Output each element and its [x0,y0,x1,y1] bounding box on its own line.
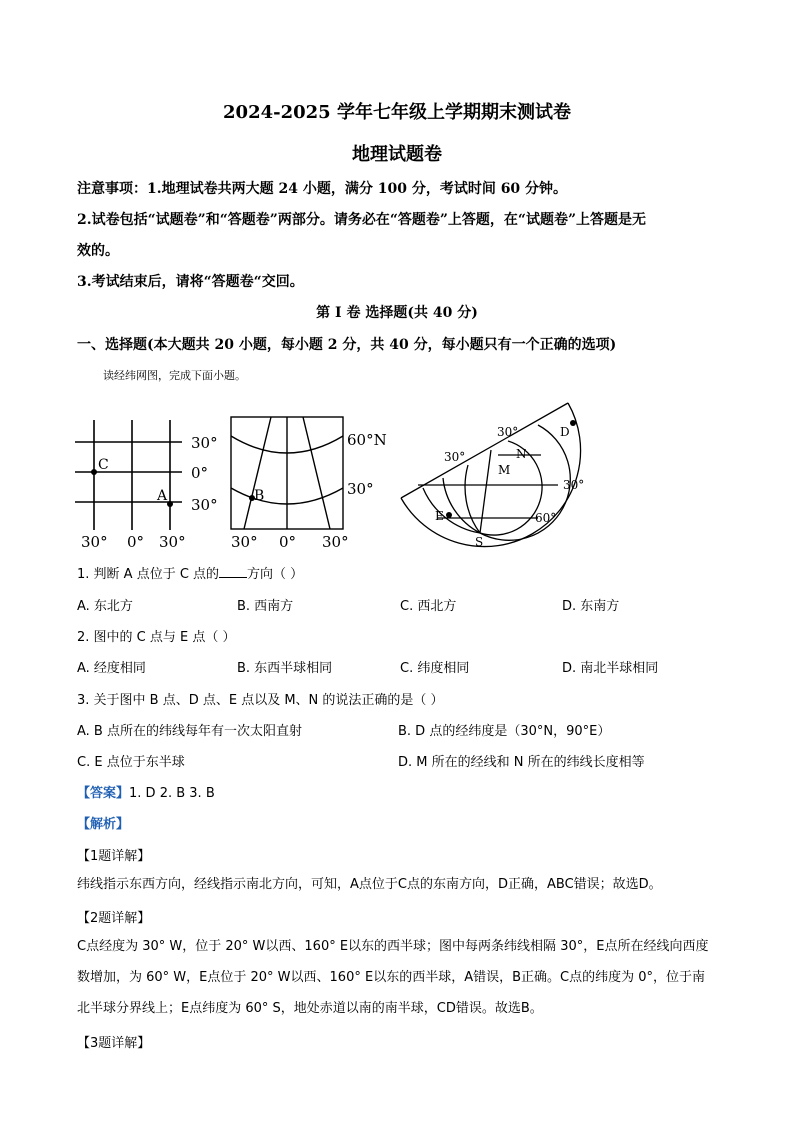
point-s-label: S [475,535,484,549]
notes-line-3: 效的。 [77,243,119,259]
q2-option-d: D. 南北半球相同 [562,661,659,676]
lon-label: 30° [159,533,186,551]
detail-2-text: C点经度为 30° W，位于 20° W以西、160° E以东的西半球；图中每两条纬线相隔 30°，E点所在经线向西度数增加，为 60° W，E点位于 20° W以西、160° E以东的西半球，A错误，B正确。C点的纬度为 0°，位于南北半球分界线上；E点纬度为 60° S，地处赤道以南的南半球，CD错误。故选B。 [77,939,709,1016]
answer-label: 【答案】 [77,786,130,801]
figure-polar-hemisphere [398,398,598,550]
lat-label: 60°N [347,431,387,449]
lon-label: 0° [127,533,145,551]
question-2-stem: 2. 图中的 C 点与 E 点（ ） [77,630,236,645]
detail-3-title: 【3题详解】 [77,1036,151,1051]
exam-title: 2024-2025 学年七年级上学期期末测试卷 [223,102,571,123]
detail-1-title: 【1题详解】 [77,849,151,864]
answer-line [77,782,215,801]
question-3-stem: 3. 关于图中 B 点、D 点、E 点以及 M、N 的说法正确的是（ ） [77,693,444,708]
degree-label: 60° [535,511,557,525]
point-d-label: D [560,425,570,439]
q2-option-c: C. 纬度相同 [400,661,470,676]
exam-subtitle: 地理试题卷 [352,144,442,165]
lon-label: 30° [322,533,349,551]
point-n-label: N [516,447,527,461]
lat-label: 30° [191,434,218,452]
section-heading: 一、选择题(本大题共 20 小题，每小题 2 分，共 40 分，每小题只有一个正确的选项) [77,337,617,353]
point-a-label: A [157,488,168,504]
q3-option-a: A. B 点所在的纬线每年有一次太阳直射 [77,724,302,739]
notes-line-2: 2.试卷包括“试题卷”和“答题卷”两部分。请务必在“答题卷”上答题，在“试题卷”上答题是无 [77,212,647,228]
q3-option-c: C. E 点位于东半球 [77,755,185,770]
answer-text: 1. D 2. B 3. B [129,786,215,801]
q1-option-d: D. 东南方 [562,599,620,614]
q1-stem-after: 方向（ ） [247,567,304,582]
lat-label: 30° [191,496,218,514]
figure-grid-map [70,412,230,552]
lon-label: 30° [231,533,258,551]
q1-stem-before: 1. 判断 A 点位于 C 点的 [77,567,220,582]
figure-conic-map [228,412,388,552]
notes-line-1: 注意事项：1.地理试卷共两大题 24 小题，满分 100 分，考试时间 60 分钟。 [77,181,568,197]
degree-label: 30° [444,450,466,464]
lon-label: 0° [279,533,297,551]
q3-option-d: D. M 所在的经线和 N 所在的纬线长度相等 [398,755,645,770]
point-c-label: C [98,457,109,473]
reading-instruction: 读经纬网图，完成下面小题。 [103,369,246,382]
point-e-label: E [435,509,444,523]
section-title: 第 I 卷 选择题(共 40 分) [316,305,478,321]
q1-option-a: A. 东北方 [77,599,133,614]
question-1-stem [77,563,303,582]
detail-1-text: 纬线指示东西方向，经线指示南北方向，可知，A点位于C点的东南方向，D正确，ABC错误；故选D。 [77,877,662,892]
lat-label: 0° [191,464,209,482]
notes-line-4: 3.考试结束后，请将“答题卷“交回。 [77,274,304,290]
lat-label: 30° [347,480,374,498]
q3-option-b: B. D 点的经纬度是（30°N，90°E） [398,724,611,739]
degree-label: 30° [497,425,519,439]
q2-option-b: B. 东西半球相同 [237,661,333,676]
q1-option-c: C. 西北方 [400,599,457,614]
lon-label: 30° [81,533,108,551]
point-m-label: M [498,463,511,477]
point-b-label: B [254,488,265,504]
degree-label: 30° [563,478,585,492]
q1-option-b: B. 西南方 [237,599,294,614]
answer-blank [219,565,247,578]
q2-option-a: A. 经度相同 [77,661,146,676]
analysis-label: 【解析】 [77,817,130,832]
detail-2-title: 【2题详解】 [77,911,151,926]
